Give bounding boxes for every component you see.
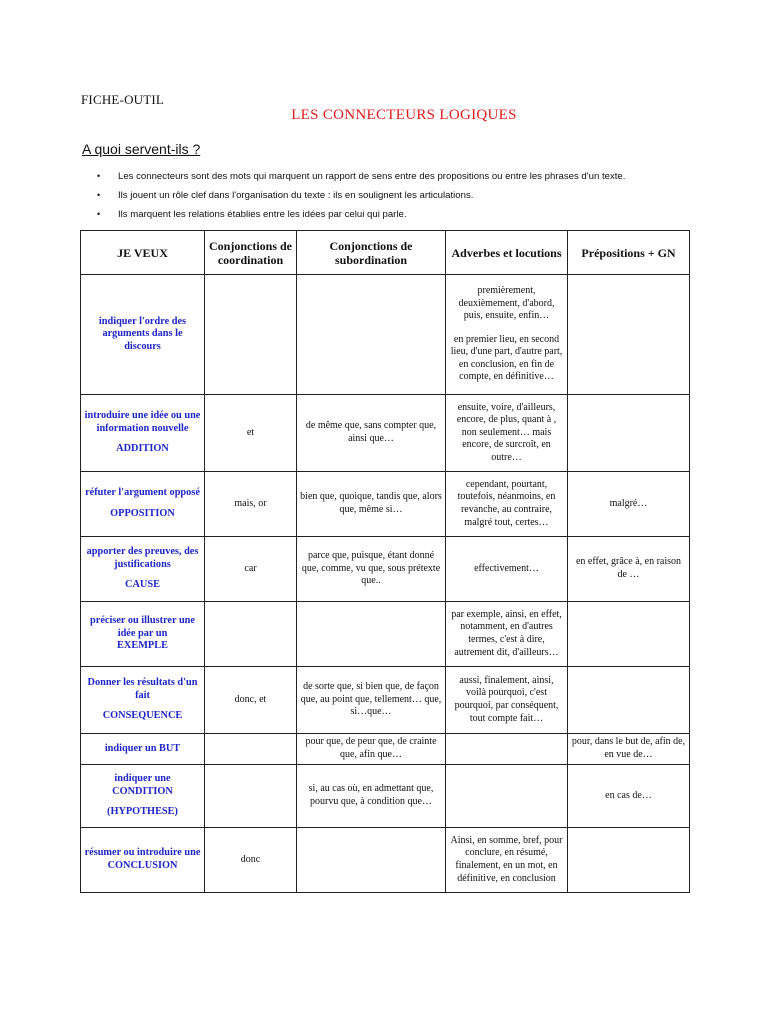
- adverbs-cell: effectivement…: [446, 537, 568, 602]
- bullet-item: [97, 205, 625, 224]
- prepositions-cell: [568, 828, 690, 893]
- subordination-cell: [297, 275, 446, 395]
- adverbs-text: premièrement, deuxièmement, d'abord, puis, ensuite, enfin…: [458, 284, 555, 322]
- subordination-cell: bien que, quoique, tandis que, alors que, même si…: [297, 472, 446, 537]
- intent-keyword: ADDITION: [116, 443, 169, 455]
- intent-cell: [81, 667, 205, 734]
- bullet-icon: •: [97, 171, 101, 181]
- intent-text: introduire une idée ou une information nouvelle: [84, 410, 201, 434]
- table-row: [81, 275, 690, 395]
- connectors-table: [80, 230, 690, 893]
- intent-cell: [81, 395, 205, 472]
- bullet-text: Les connecteurs sont des mots qui marquent un rapport de sens entre des propositions ou entre les phrases d'un texte.: [118, 171, 626, 182]
- table-row: [81, 667, 690, 734]
- prepositions-cell: [568, 602, 690, 667]
- prepositions-cell: [568, 395, 690, 472]
- intent-keyword: (HYPOTHESE): [107, 806, 178, 818]
- header-cell-prepositions: Prépositions + GN: [568, 231, 690, 275]
- adverbs-cell: Ainsi, en somme, bref, pour conclure, en résumé, finalement, en un mot, en définitive, en conclusion: [446, 828, 568, 893]
- coordination-cell: donc, et: [205, 667, 297, 734]
- subordination-cell: de même que, sans compter que, ainsi que…: [297, 395, 446, 472]
- header-cell-adverbs: Adverbes et locutions: [446, 231, 568, 275]
- intent-text: préciser ou illustrer une idée par un: [90, 615, 195, 639]
- coordination-cell: donc: [205, 828, 297, 893]
- header-cell-coordination: Conjonctions de coordination: [205, 231, 297, 275]
- subordination-cell: parce que, puisque, étant donné que, comme, vu que, sous prétexte que..: [297, 537, 446, 602]
- intent-text: indiquer l'ordre des arguments dans le discours: [98, 315, 187, 352]
- subordination-cell: pour que, de peur que, de crainte que, afin que…: [297, 734, 446, 765]
- intent-keyword: CONSEQUENCE: [102, 710, 183, 722]
- intent-cell: [81, 765, 205, 828]
- section-heading: A quoi servent-ils ?: [82, 141, 201, 157]
- intro-bullet-list: [97, 167, 625, 224]
- bullet-item: [97, 186, 625, 205]
- intent-text: indiquer une CONDITION: [112, 773, 173, 797]
- adverbs-cell: [446, 275, 568, 395]
- intent-keyword: EXEMPLE: [117, 640, 168, 652]
- header-cell-intent: JE VEUX: [81, 231, 205, 275]
- prepositions-cell: [568, 275, 690, 395]
- bullet-text: Ils marquent les relations établies entre les idées par celui qui parle.: [118, 209, 407, 220]
- coordination-cell: [205, 602, 297, 667]
- prepositions-cell: [568, 667, 690, 734]
- table-row: [81, 472, 690, 537]
- intent-keyword: CAUSE: [125, 579, 160, 591]
- adverbs-cell: ensuite, voire, d'ailleurs, encore, de plus, quant à , non seulement… mais encore, de surcroît, en outre…: [446, 395, 568, 472]
- coordination-cell: car: [205, 537, 297, 602]
- coordination-cell: [205, 275, 297, 395]
- intent-cell: [81, 602, 205, 667]
- intent-keyword: OPPOSITION: [110, 508, 175, 519]
- table-row: [81, 828, 690, 893]
- table-row: [81, 765, 690, 828]
- intent-text: Donner les résultats d'un fait: [87, 677, 198, 701]
- header-cell-subordination: Conjonctions de subordination: [297, 231, 446, 275]
- bullet-text: Ils jouent un rôle clef dans l'organisation du texte : ils en soulignent les articulations.: [118, 190, 474, 201]
- intent-text: résumer ou introduire une CONCLUSION: [84, 847, 201, 871]
- page-title: [0, 107, 768, 124]
- subordination-cell: si, au cas où, en admettant que, pourvu que, à condition que…: [297, 765, 446, 828]
- coordination-cell: mais, or: [205, 472, 297, 537]
- subordination-cell: [297, 828, 446, 893]
- adverbs-cell: cependant, pourtant, toutefois, néanmoins, en revanche, au contraire, malgré tout, certes…: [446, 472, 568, 537]
- adverbs-cell: [446, 765, 568, 828]
- prepositions-cell: pour, dans le but de, afin de, en vue de…: [568, 734, 690, 765]
- table-row: [81, 395, 690, 472]
- table-row: [81, 734, 690, 765]
- subordination-cell: de sorte que, si bien que, de façon que, au point que, tellement… que, si…que…: [297, 667, 446, 734]
- bullet-icon: •: [97, 190, 101, 200]
- intent-cell: [81, 734, 205, 765]
- table-row: [81, 602, 690, 667]
- table-row: [81, 537, 690, 602]
- coordination-cell: [205, 734, 297, 765]
- adverbs-text-2: en premier lieu, en second lieu, d'une part, d'autre part, en conclusion, en fin de compte, en définitive…: [450, 333, 563, 383]
- prepositions-cell: en cas de…: [568, 765, 690, 828]
- prepositions-cell: en effet, grâce à, en raison de …: [568, 537, 690, 602]
- coordination-cell: et: [205, 395, 297, 472]
- bullet-item: [97, 167, 625, 186]
- adverbs-cell: [446, 734, 568, 765]
- intent-cell: [81, 275, 205, 395]
- intent-cell: [81, 537, 205, 602]
- spacer: [449, 323, 564, 334]
- fiche-label: FICHE-OUTIL: [81, 92, 165, 107]
- intent-text: indiquer un BUT: [104, 742, 181, 754]
- prepositions-cell: malgré…: [568, 472, 690, 537]
- page-title-text: LES CONNECTEURS LOGIQUES: [291, 107, 517, 123]
- adverbs-cell: par exemple, ainsi, en effet, notamment, en d'autres termes, c'est à dire, autrement dit, d'ailleurs…: [446, 602, 568, 667]
- coordination-cell: [205, 765, 297, 828]
- subordination-cell: [297, 602, 446, 667]
- intent-text: apporter des preuves, des justifications: [86, 546, 199, 570]
- intent-cell: [81, 472, 205, 537]
- adverbs-cell: aussi, finalement, ainsi, voilà pourquoi, c'est pourquoi, par conséquent, tout compte fait…: [446, 667, 568, 734]
- intent-text: réfuter l'argument opposé: [85, 487, 200, 499]
- intent-cell: [81, 828, 205, 893]
- table-header-row: [81, 231, 690, 275]
- bullet-icon: •: [97, 209, 101, 219]
